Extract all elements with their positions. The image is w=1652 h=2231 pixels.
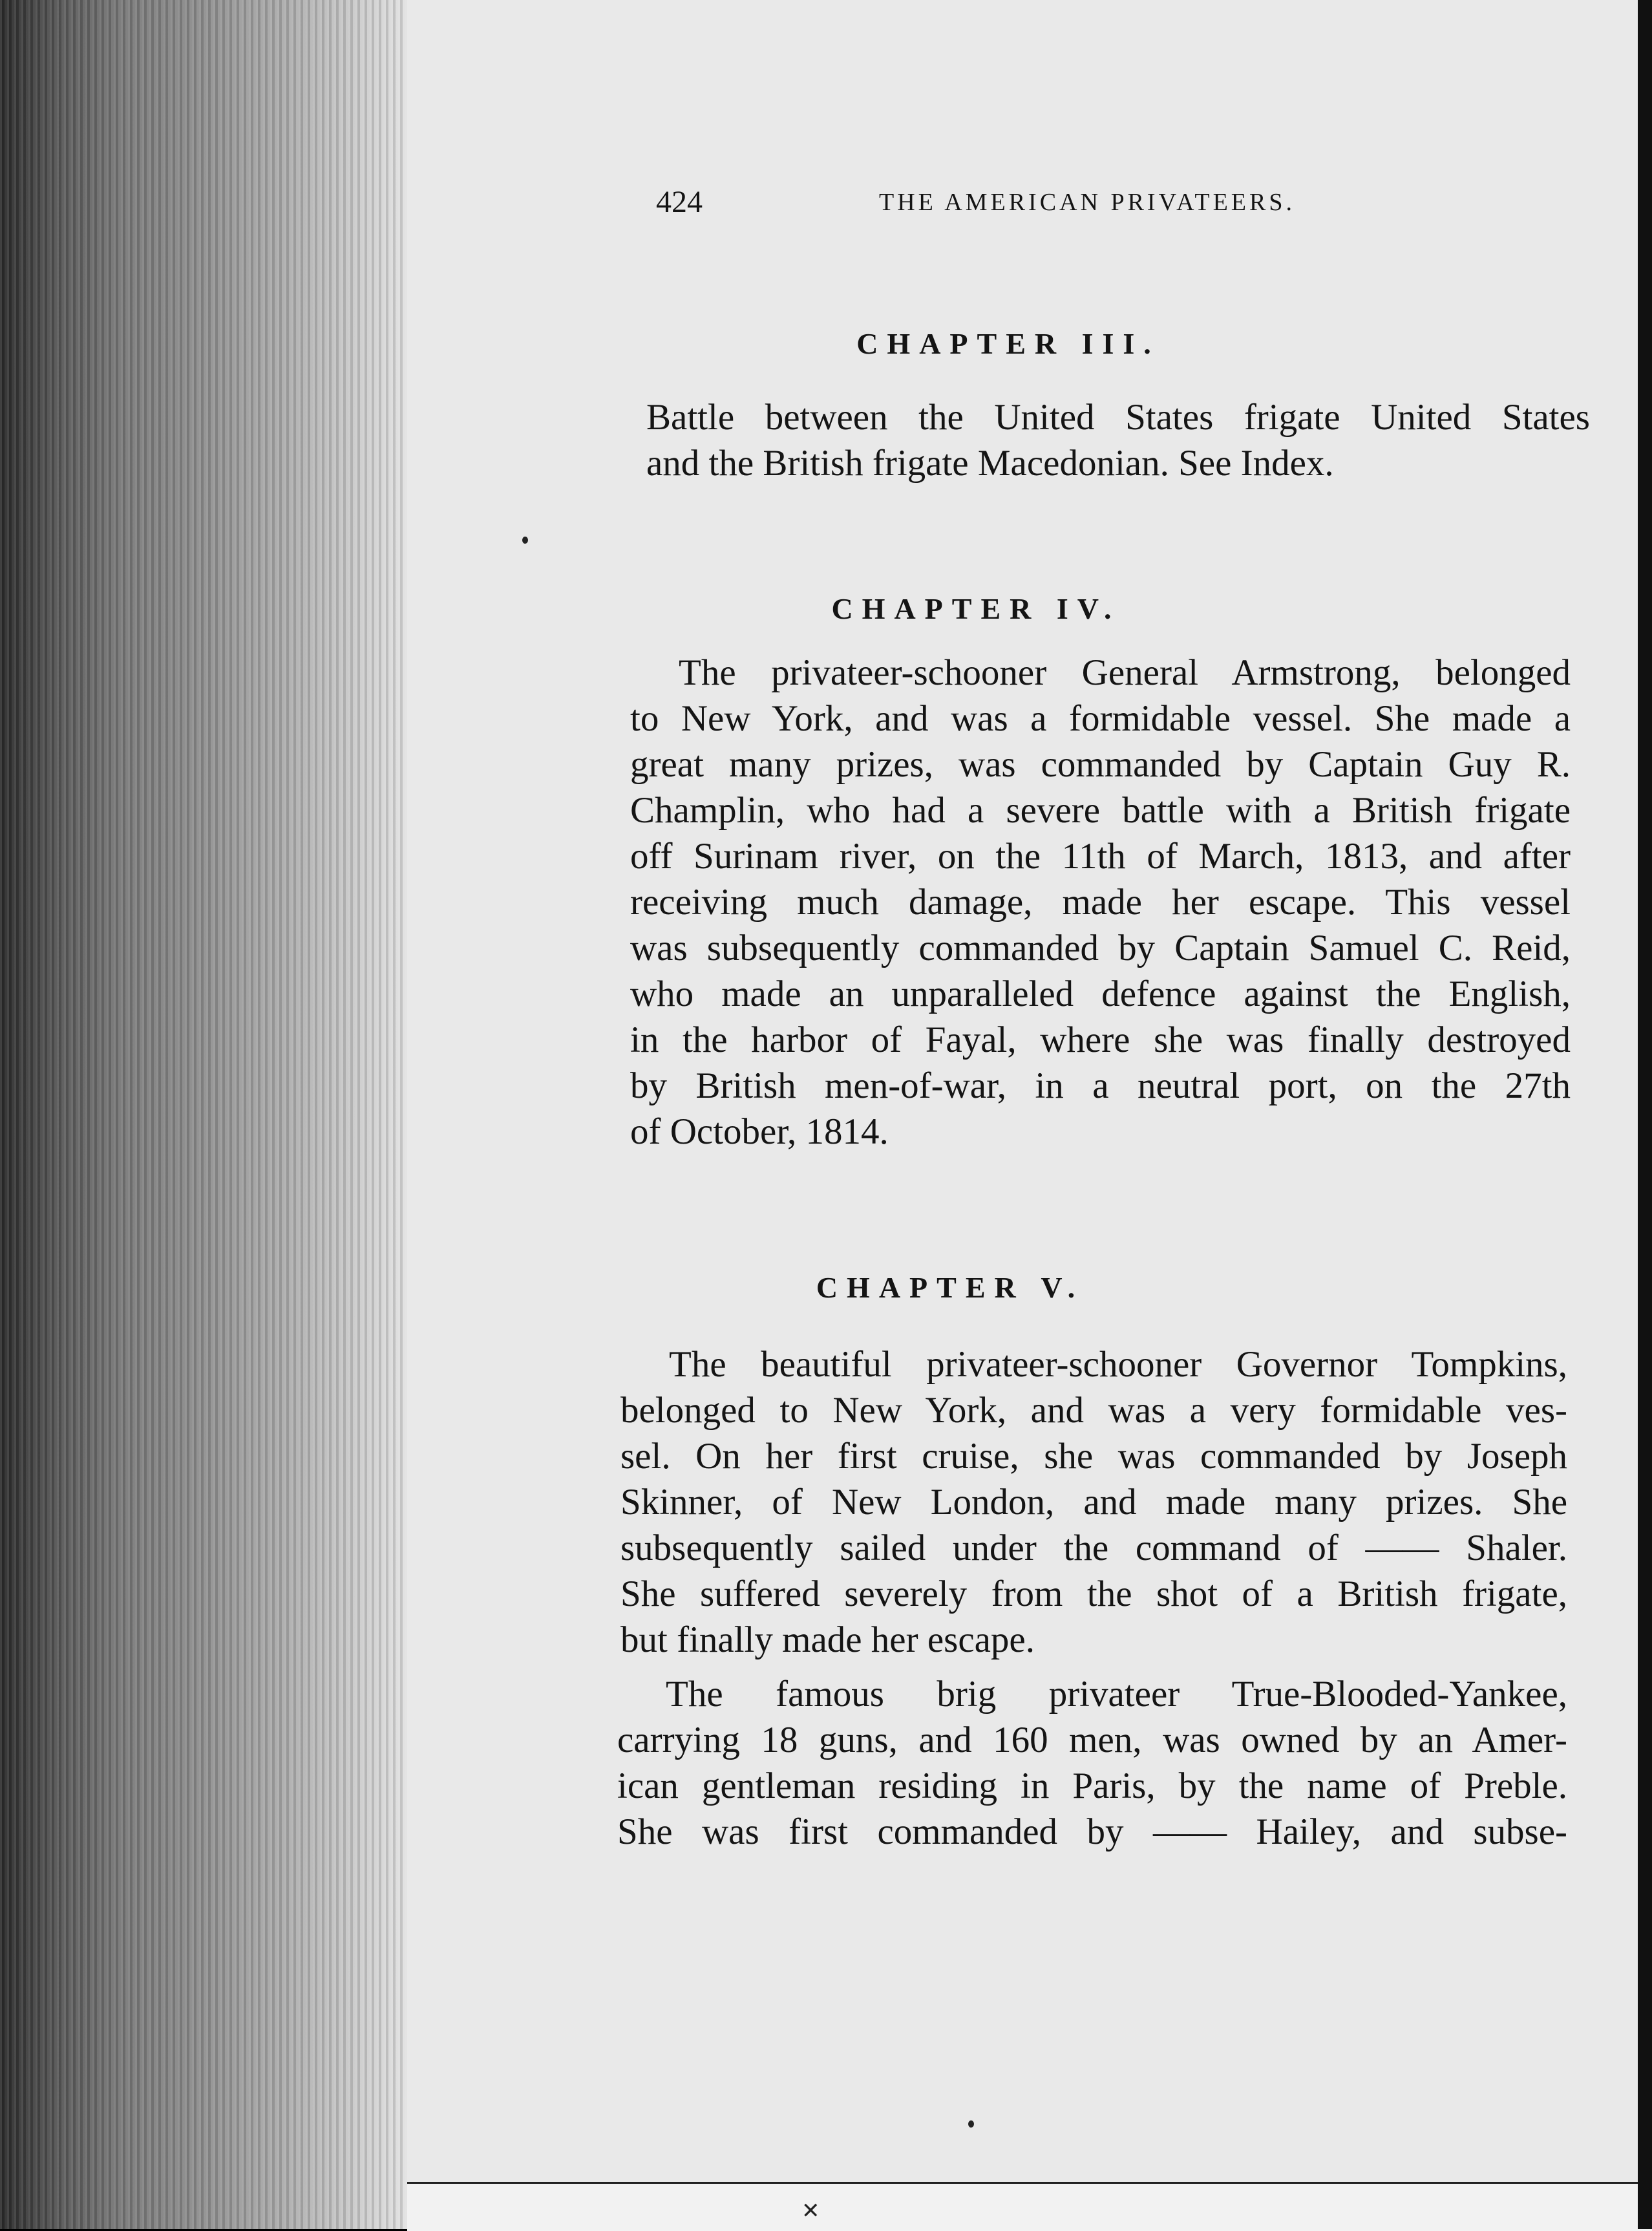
page-right-border (1638, 0, 1652, 2229)
text-line: but finally made her escape. (620, 1619, 1035, 1660)
running-head (656, 184, 1341, 223)
book-spine-edge (0, 0, 420, 2229)
text-line: The beautiful privateer-schooner Governor Tompkins, (669, 1344, 1567, 1385)
chapter-4-paragraph (630, 650, 1571, 1155)
text-line: Champlin, who had a severe battle with a British frigate (630, 790, 1571, 831)
ink-blot (522, 537, 528, 544)
page-bottom-edge (407, 2182, 1652, 2231)
text-line: Battle between the United States frigate United States (646, 397, 1590, 438)
text-line: She suffered severely from the shot of a British frigate, (620, 1574, 1567, 1614)
text-line: belonged to New York, and was a very formidable ves- (620, 1390, 1567, 1431)
text-line: by British men-of-war, in a neutral port, on the 27th (630, 1065, 1571, 1106)
text-line: carrying 18 guns, and 160 men, was owned by an Amer- (617, 1720, 1567, 1760)
text-line: in the harbor of Fayal, where she was finally destroyed (630, 1019, 1571, 1060)
scan-mark-icon: ✕ (801, 2198, 820, 2224)
text-line: who made an unparalleled defence against the English, (630, 974, 1571, 1014)
text-line: of October, 1814. (630, 1111, 889, 1152)
text-line: She was first commanded by —— Hailey, and subse- (617, 1811, 1567, 1852)
running-title: THE AMERICAN PRIVATEERS. (879, 189, 1295, 216)
text-line: The privateer-schooner General Armstrong, belonged (679, 652, 1571, 693)
text-line: off Surinam river, on the 11th of March, 1813, and after (630, 836, 1571, 877)
ink-blot (968, 2120, 974, 2128)
chapter-5-paragraph-1 (620, 1341, 1567, 1663)
text-line: subsequently sailed under the command of —— Shaler. (620, 1528, 1567, 1568)
text-line: great many prizes, was commanded by Captain Guy R. (630, 744, 1571, 785)
text-line: receiving much damage, made her escape. This vessel (630, 882, 1571, 923)
text-line: The famous brig privateer True-Blooded-Yankee, (666, 1674, 1567, 1714)
text-line: sel. On her first cruise, she was commanded by Joseph (620, 1436, 1567, 1477)
chapter-5-heading: CHAPTER V. (816, 1271, 1085, 1304)
text-line: Skinner, of New London, and made many prizes. She (620, 1482, 1567, 1522)
text-line: was subsequently commanded by Captain Samuel C. Reid, (630, 928, 1571, 968)
chapter-3-heading: CHAPTER III. (856, 327, 1160, 360)
page-number: 424 (656, 185, 703, 219)
chapter-3-paragraph (646, 394, 1590, 486)
text-line: and the British frigate Macedonian. See Index. (646, 443, 1334, 484)
chapter-5-paragraph-2 (617, 1671, 1567, 1855)
text-line: to New York, and was a formidable vessel. She made a (630, 698, 1571, 739)
text-line: ican gentleman residing in Paris, by the name of Preble. (617, 1766, 1567, 1806)
chapter-4-heading: CHAPTER IV. (831, 592, 1121, 625)
